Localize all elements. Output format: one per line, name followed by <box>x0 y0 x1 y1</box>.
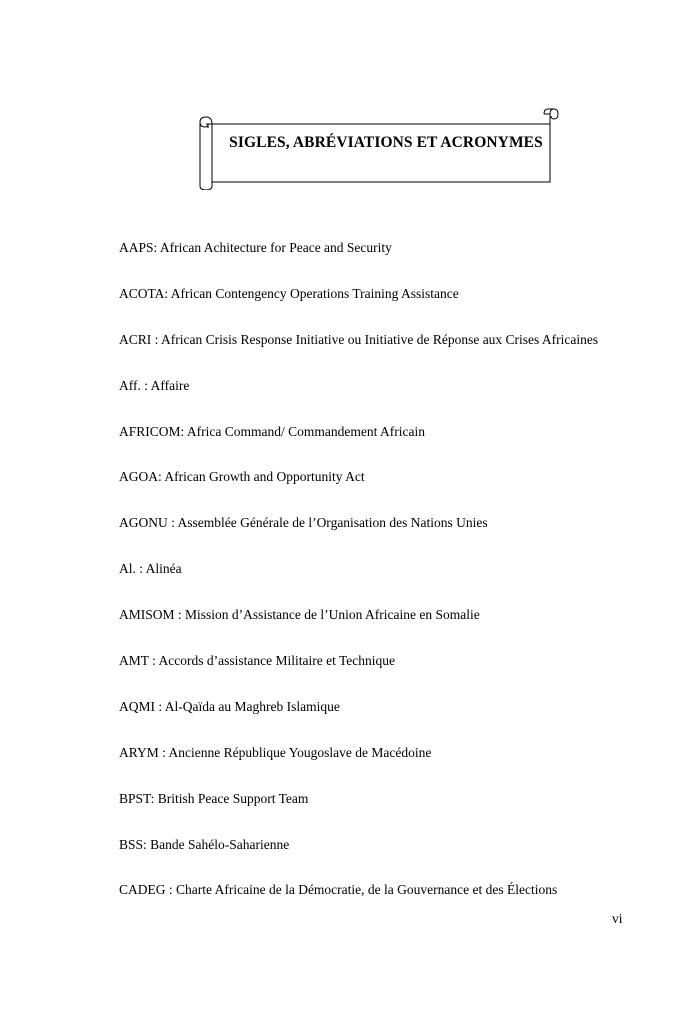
list-item: AGOA: African Growth and Opportunity Act <box>119 469 365 485</box>
title-banner <box>198 106 560 190</box>
list-item: ACOTA: African Contengency Operations Training Assistance <box>119 285 459 301</box>
list-item: ARYM : Ancienne République Yougoslave de Macédoine <box>119 744 432 760</box>
list-item: AGONU : Assemblée Générale de l’Organisation des Nations Unies <box>119 515 488 531</box>
list-item: CADEG : Charte Africaine de la Démocratie, de la Gouvernance et des Élections <box>119 882 558 898</box>
list-item: AFRICOM: Africa Command/ Commandement Africain <box>119 423 425 439</box>
list-item: Al. : Alinéa <box>119 561 182 577</box>
list-item: Aff. : Affaire <box>119 377 190 393</box>
list-item: ACRI : African Crisis Response Initiative ou Initiative de Réponse aux Crises Africaines <box>119 331 599 347</box>
list-item: BPST: British Peace Support Team <box>119 790 309 806</box>
page-title: SIGLES, ABRÉVIATIONS ET ACRONYMES <box>229 134 543 151</box>
list-item: AMISOM : Mission d’Assistance de l’Union Africaine en Somalie <box>119 607 480 623</box>
page-number: vi <box>612 911 623 926</box>
list-item: BSS: Bande Sahélo-Saharienne <box>119 836 290 852</box>
list-item: AQMI : Al-Qaïda au Maghreb Islamique <box>119 698 340 714</box>
list-item: AAPS: African Achitecture for Peace and Security <box>119 240 392 255</box>
acronym-list <box>119 239 598 927</box>
list-item: AMT : Accords d’assistance Militaire et Technique <box>119 653 395 669</box>
